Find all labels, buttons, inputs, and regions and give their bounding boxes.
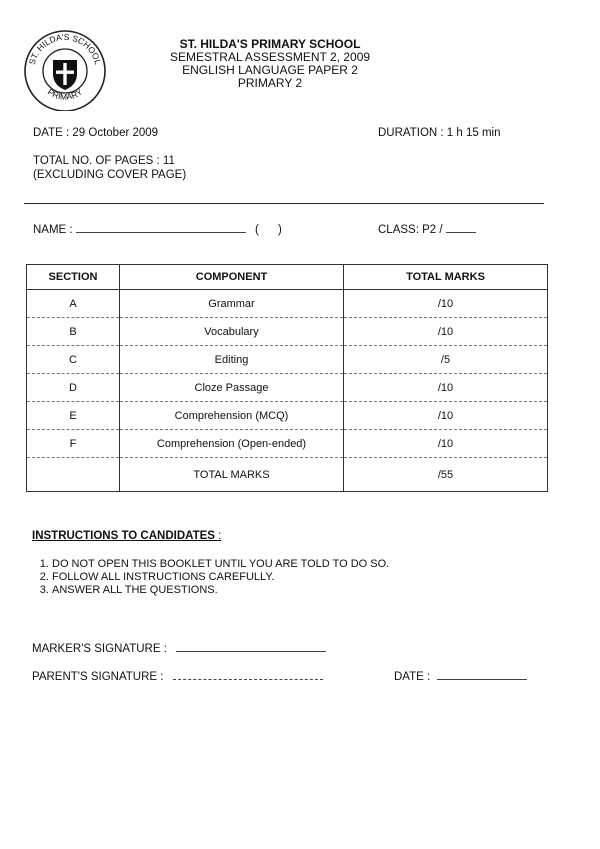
instructions-list	[32, 558, 389, 597]
class-label: CLASS: P2 /	[378, 224, 443, 236]
table-row	[27, 346, 548, 374]
marks-table	[26, 264, 548, 492]
class-row	[378, 224, 476, 236]
component-cell: Vocabulary	[120, 318, 344, 346]
total-label: TOTAL MARKS	[120, 458, 344, 492]
component-cell: Editing	[120, 346, 344, 374]
name-row	[33, 224, 282, 236]
marks-cell: /5	[344, 346, 548, 374]
seal-bottom-text: PRIMARY	[45, 86, 85, 102]
marker-signature-label: MARKER'S SIGNATURE :	[32, 643, 167, 655]
marks-cell: /10	[344, 290, 548, 318]
paper-title: ENGLISH LANGUAGE PAPER 2	[182, 63, 358, 77]
shield-icon	[53, 60, 77, 90]
parent-signature-label: PARENT'S SIGNATURE :	[32, 671, 164, 683]
total-row	[27, 458, 548, 492]
name-label: NAME :	[33, 224, 73, 236]
exam-date: DATE : 29 October 2009	[33, 127, 159, 139]
table-row	[27, 318, 548, 346]
table-row	[27, 290, 548, 318]
section-cell: F	[27, 430, 120, 458]
marker-signature-field[interactable]	[176, 651, 326, 652]
divider	[24, 203, 544, 204]
table-row	[27, 374, 548, 402]
table-header-row	[27, 265, 548, 290]
date-field[interactable]	[437, 679, 527, 680]
component-cell: Comprehension (Open-ended)	[120, 430, 344, 458]
excluding-cover: (EXCLUDING COVER PAGE)	[33, 169, 187, 181]
marks-cell: /10	[344, 402, 548, 430]
table-row	[27, 430, 548, 458]
header-component: COMPONENT	[120, 265, 344, 290]
name-field[interactable]	[76, 232, 246, 233]
instructions-title: INSTRUCTIONS TO CANDIDATES	[32, 530, 215, 542]
instruction-item: 1. DO NOT OPEN THIS BOOKLET UNTIL YOU ARE TOLD TO DO SO.	[52, 558, 389, 571]
section-cell: D	[27, 374, 120, 402]
marks-cell: /10	[344, 430, 548, 458]
level-title: PRIMARY 2	[237, 76, 303, 90]
table-row	[27, 402, 548, 430]
total-value: /55	[344, 458, 548, 492]
seal-top-text: ST. HILDA'S SCHOOL	[26, 31, 104, 66]
instructions-heading: INSTRUCTIONS TO CANDIDATES :	[32, 530, 222, 542]
instruction-item: 3. ANSWER ALL THE QUESTIONS.	[52, 584, 389, 597]
section-cell: C	[27, 346, 120, 374]
document-header	[140, 38, 400, 90]
exam-duration: DURATION : 1 h 15 min	[378, 127, 501, 139]
date-row	[394, 671, 527, 683]
section-cell: B	[27, 318, 120, 346]
header-total-marks: TOTAL MARKS	[344, 265, 548, 290]
instruction-item: 2. FOLLOW ALL INSTRUCTIONS CAREFULLY.	[52, 571, 389, 584]
component-cell: Comprehension (MCQ)	[120, 402, 344, 430]
marks-cell: /10	[344, 374, 548, 402]
section-cell: E	[27, 402, 120, 430]
class-field[interactable]	[446, 232, 476, 233]
total-empty-cell	[27, 458, 120, 492]
marks-cell: /10	[344, 318, 548, 346]
total-pages: TOTAL NO. OF PAGES : 11	[33, 155, 175, 167]
parent-signature-row	[32, 671, 323, 683]
parent-signature-field[interactable]	[173, 679, 323, 680]
component-cell: Cloze Passage	[120, 374, 344, 402]
assessment-title: SEMESTRAL ASSESSMENT 2, 2009	[169, 50, 371, 64]
date-label: DATE :	[394, 671, 431, 683]
component-cell: Grammar	[120, 290, 344, 318]
register-number-brackets: ( )	[255, 224, 282, 236]
header-section: SECTION	[27, 265, 120, 290]
school-name: ST. HILDA'S PRIMARY SCHOOL	[179, 37, 361, 51]
school-crest-logo	[20, 27, 110, 111]
section-cell: A	[27, 290, 120, 318]
marker-signature-row	[32, 643, 326, 655]
